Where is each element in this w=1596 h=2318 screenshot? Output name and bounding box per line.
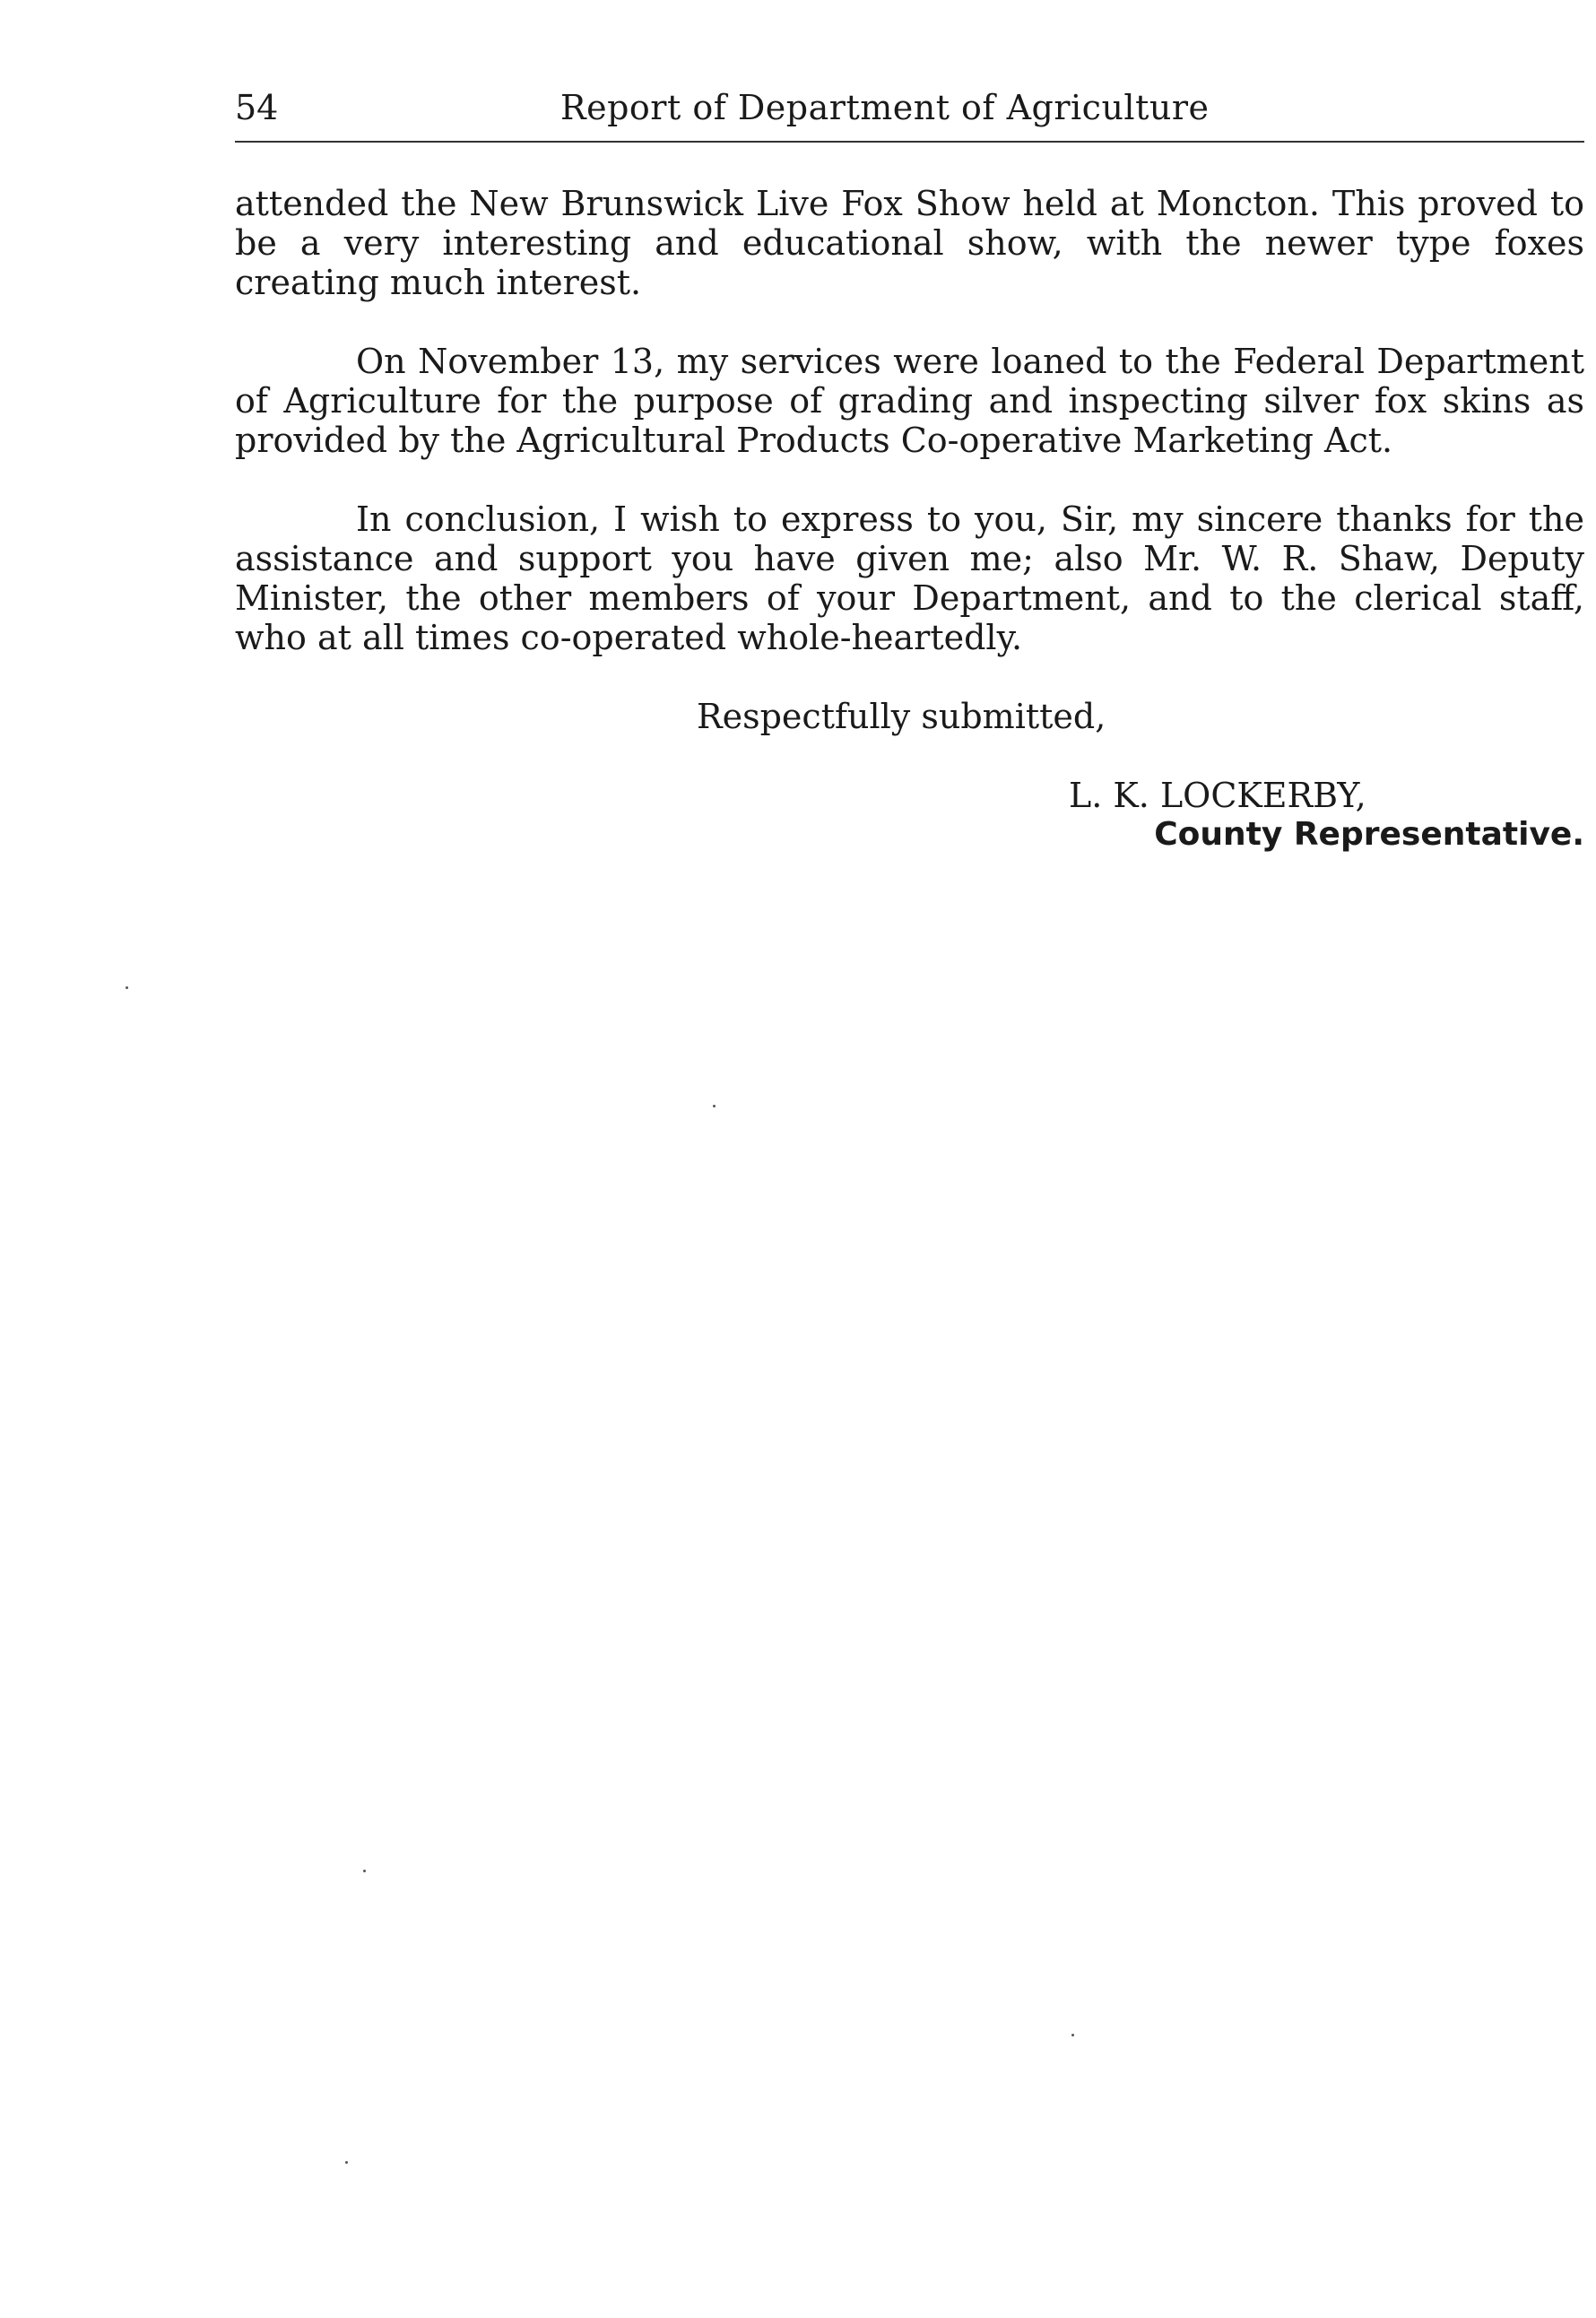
paragraph-fox-show: attended the New Brunswick Live Fox Show held at Moncton. This proved to be a very interesting and educational show, with the newer type foxes creating much interest. xyxy=(235,184,1584,302)
signer-title: County Representative. xyxy=(1154,816,1584,853)
header-rule xyxy=(235,141,1584,143)
page-number: 54 xyxy=(235,88,279,127)
running-title: Report of Department of Agriculture xyxy=(560,88,1210,127)
closing-line: Respectfully submitted, xyxy=(697,697,1106,736)
scan-speck xyxy=(713,1105,716,1107)
report-body xyxy=(235,184,1584,855)
scan-speck xyxy=(126,986,128,989)
scan-speck xyxy=(345,2161,348,2164)
paragraph-conclusion: In conclusion, I wish to express to you, Sir, my sincere thanks for the assistance and support you have given me; also Mr. W. R. Shaw, Deputy Minister, the other members of your Department, and to the clerical staff, who at all times co-operated whole-heartedly. xyxy=(235,499,1584,657)
scan-speck xyxy=(1071,2034,1074,2036)
signer-name: L. K. LOCKERBY, xyxy=(1069,776,1366,815)
paragraph-federal-loan: On November 13, my services were loaned to the Federal Department of Agriculture for the purpose of grading and inspecting silver fox skins as provided by the Agricultural Products Co-operative Marketing Act. xyxy=(235,342,1584,460)
scan-speck xyxy=(363,1870,366,1872)
